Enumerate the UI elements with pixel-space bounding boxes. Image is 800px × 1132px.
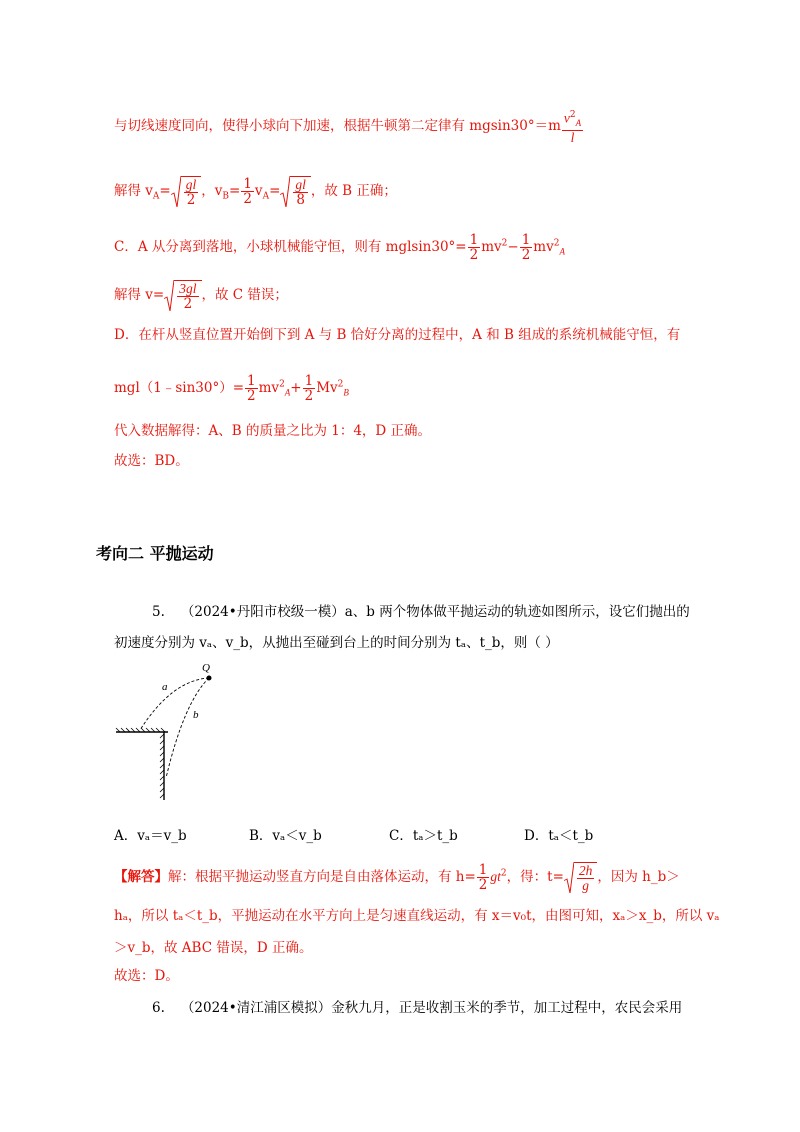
solution-line-7: 代入数据解得：A、B 的质量之比为 1：4，D 正确。 (114, 423, 432, 439)
table-wall-hatch (160, 732, 164, 800)
solution-line-1 (114, 108, 584, 145)
solution-line-4: 解得 v= $\frac{3gl}{2}$ ，故 C 错误； (114, 281, 288, 312)
solution-line-8: 故选：BD。 (114, 453, 189, 469)
answer-tag: 【解答】 (114, 869, 168, 885)
label-b: b (193, 709, 199, 721)
section-heading: 考向二 平抛运动 (96, 544, 214, 563)
question-number: 6. (152, 1000, 165, 1016)
option-d[interactable]: D．tₐ＜t_b (524, 828, 594, 844)
option-a[interactable]: A．vₐ＝v_b (114, 828, 187, 844)
sqrt: $\frac{gl}{2}$ (171, 176, 202, 207)
sqrt: $\frac{3gl}{2}$ (164, 280, 201, 311)
q5-line-1: 5. （2024•丹阳市校级一模）a、b 两个物体做平抛运动的轨迹如图所示，设它们抛出的 (152, 604, 690, 620)
table-top-hatch (116, 728, 168, 732)
answer-line-1: 【解答】解：根据平抛运动竖直方向是自由落体运动，有 h= $\frac{1}{2}$ $gt^2$，得：t= $\frac{2h}{g}$ ，因为 h_b＞ (114, 862, 680, 893)
projectile-figure (112, 658, 222, 803)
question-number: 5. (152, 604, 165, 620)
sqrt: $\frac{gl}{8}$ (280, 176, 311, 207)
answer-line-2: hₐ，所以 tₐ＜t_b，平抛运动在水平方向上是匀速直线运动，有 x＝v₀t，由图可知，xₐ＞x_b，所以 vₐ (114, 908, 720, 924)
solution-line-3: C．A 从分离到落地，小球机械能守恒，则有 mglsin30°= $\frac{1}{2}$ $mv^2-$ $\frac{1}{2}$ $mv^2_A$ (114, 232, 565, 263)
fraction: $\frac{v^2_A}{l}$ (563, 110, 582, 146)
q6-line-1: 6. （2024•清江浦区模拟）金秋九月，正是收割玉米的季节，加工过程中，农民会采用 (152, 1000, 683, 1016)
label-a: a (162, 681, 168, 693)
answer-line-3: ＞v_b，故 ABC 错误，D 正确。 (114, 940, 313, 956)
text: 与切线速度同向，使得小球向下加速，根据牛顿第二定律有 mgsin30°＝m (114, 118, 561, 135)
q5-line-2: 初速度分别为 vₐ、v_b，从抛出至碰到台上的时间分别为 tₐ、t_b，则（ ） (114, 635, 559, 651)
sqrt: $\frac{2h}{g}$ (564, 862, 598, 893)
trajectory-a (140, 678, 209, 730)
solution-line-5: D．在杆从竖直位置开始倒下到 A 与 B 恰好分离的过程中，A 和 B 组成的系统机械能守恒，有 (114, 327, 681, 343)
solution-line-6: mgl（1﹣sin30°）= $\frac{1}{2}$ $mv^2_A+$ $\frac{1}{2}$ $Mv^2_B$ (114, 373, 349, 404)
option-b[interactable]: B．vₐ＜v_b (249, 828, 322, 844)
option-c[interactable]: C．tₐ＞t_b (389, 828, 458, 844)
answer-line-4: 故选：D。 (114, 968, 179, 984)
point-q (207, 676, 212, 681)
label-q: Q (202, 662, 210, 674)
solution-line-2: 解得 $v_A=$ $\frac{gl}{2}$ ，$v_B=$ $\frac{1}{2}$ $v_A=$ $\frac{gl}{8}$ ，故 B 正确； (114, 176, 397, 208)
